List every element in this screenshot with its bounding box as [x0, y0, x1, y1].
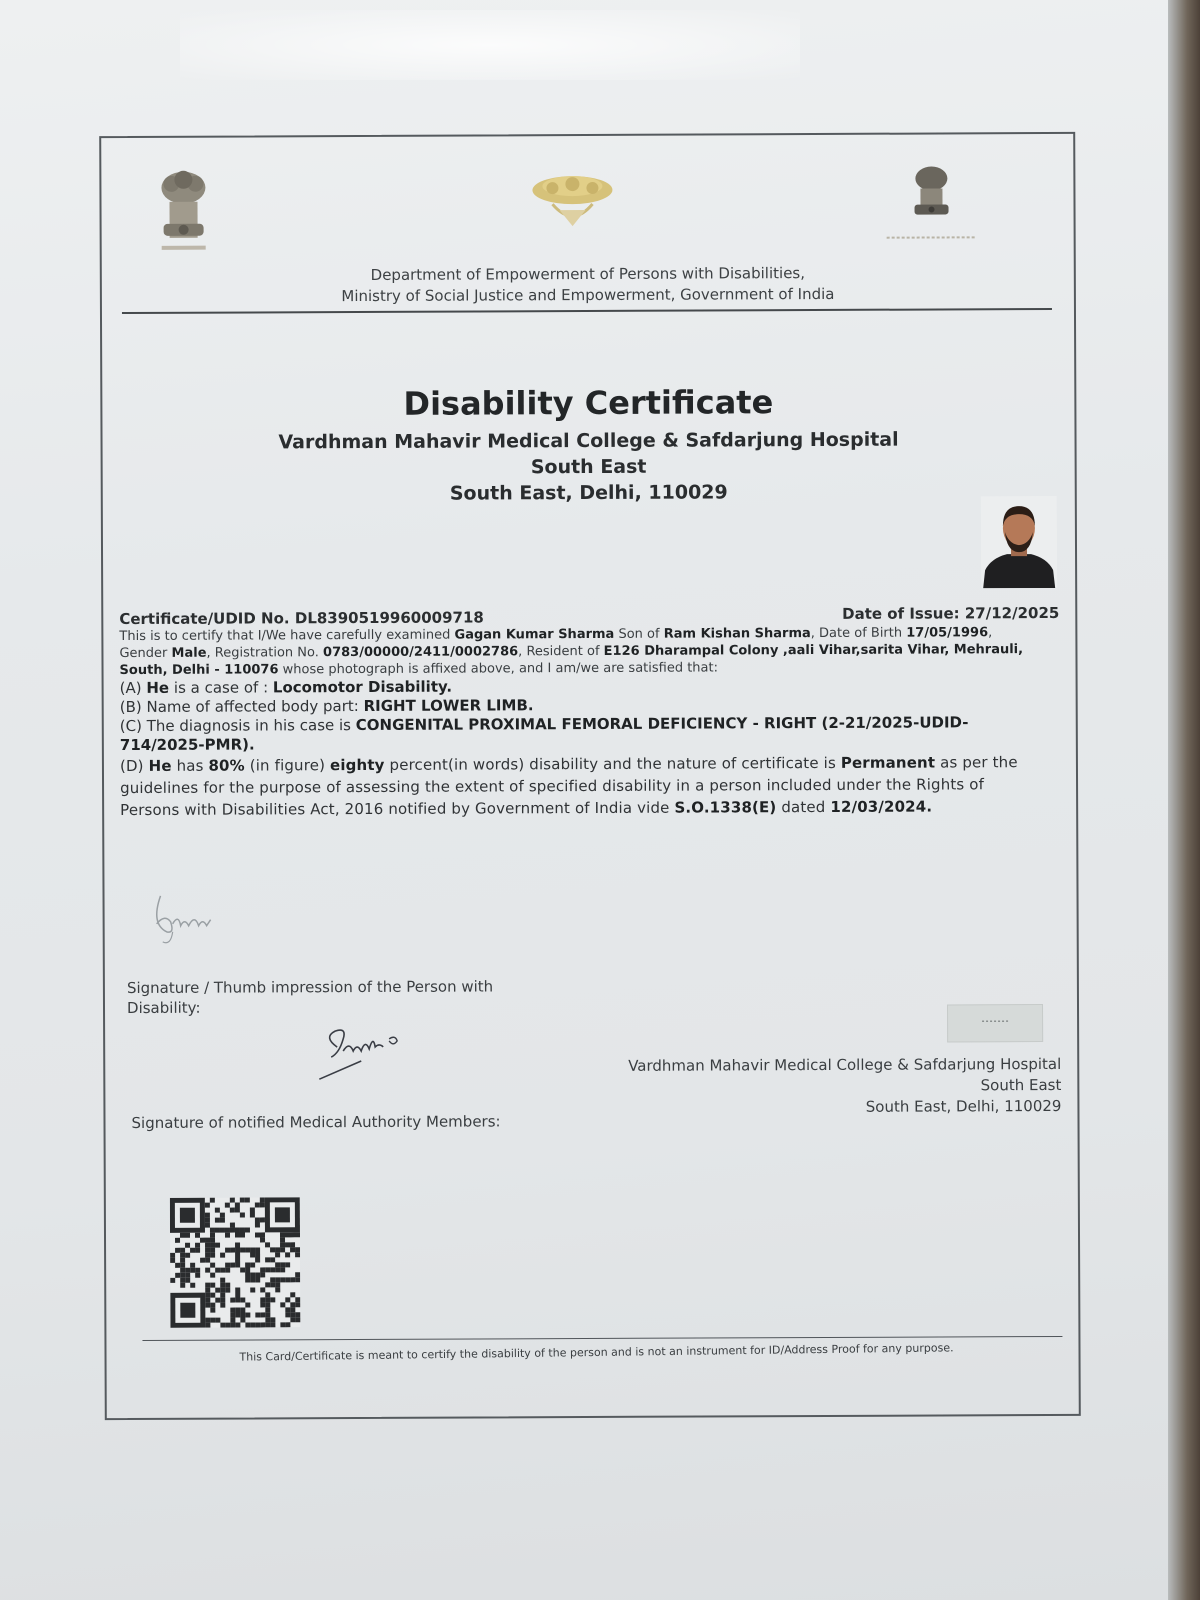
stamp-box	[947, 1004, 1043, 1042]
department-line-2: Ministry of Social Justice and Empowerment, Government of India	[341, 284, 835, 306]
department-line-1: Department of Empowerment of Persons with Disabilities,	[370, 264, 806, 284]
registration-value: 0783/00000/2411/0002786	[322, 644, 519, 661]
medical-signature-label: Signature of notified Medical Authority Members:	[131, 1112, 501, 1133]
certificate-nature: Permanent	[840, 753, 936, 772]
finding-a-text: is a case of :	[173, 678, 269, 697]
hospital-header	[102, 426, 1074, 508]
son-of-text: Son of	[618, 626, 660, 642]
department-logo-icon	[527, 166, 617, 236]
in-figure-text: (in figure)	[249, 756, 326, 775]
in-words-text: percent(in words) disability and the nature of certificate is	[389, 753, 836, 774]
page-title: Disability Certificate	[403, 383, 774, 423]
authority-hospital-name: Vardhman Mahavir Medical College & Safdarjung Hospital	[628, 1054, 1062, 1075]
state-emblem-icon	[153, 168, 213, 258]
resident-address: E126 Dharampal Colony ,aali Vihar,sarita Vihar, Mehrauli, South, Delhi - 110076	[119, 642, 1024, 679]
hospital-district: South East	[530, 455, 647, 479]
notification-date: 12/03/2024.	[830, 797, 933, 816]
udid-line	[119, 608, 484, 628]
footer-disclaimer: This Card/Certificate is meant to certify the disability of the person and is not an instrument for ID/Address Proof for any purpose.	[239, 1341, 954, 1364]
certificate-body	[119, 624, 1042, 821]
resident-label: , Resident of	[518, 643, 600, 660]
registration-label: , Registration No.	[206, 645, 319, 661]
paper-glare	[180, 10, 800, 80]
disability-percent: 80%	[208, 756, 245, 775]
gender-value: Male	[171, 645, 207, 661]
department-heading	[102, 262, 1074, 308]
dated-text: dated	[781, 797, 826, 817]
authority-address: South East, Delhi, 110029	[865, 1096, 1062, 1116]
disability-percent-words: eighty	[329, 755, 385, 775]
udid-label: Certificate/UDID No.	[119, 609, 290, 629]
finding-c	[120, 713, 1042, 755]
finding-a-prefix: (A)	[119, 678, 142, 698]
person-signature	[144, 884, 224, 964]
authority-block	[541, 1054, 1061, 1119]
issue-date-value: 27/12/2025	[964, 603, 1060, 623]
issue-date-line	[842, 604, 1059, 623]
outro-text: whose photograph is affixed above, and I am/we are satisfied that:	[282, 660, 719, 678]
header-divider	[122, 308, 1052, 314]
dob-label: , Date of Birth	[810, 625, 903, 642]
gender-label: , Gender	[119, 625, 993, 662]
state-emblem-icon	[906, 164, 956, 224]
background-edge	[1168, 0, 1200, 1600]
hospital-name: Vardhman Mahavir Medical College & Safdarjung Hospital	[278, 428, 899, 454]
person-photo	[981, 496, 1057, 588]
hospital-address: South East, Delhi, 110029	[449, 481, 728, 505]
finding-d-has: has	[176, 756, 204, 775]
dob-value: 17/05/1996	[906, 625, 989, 641]
udid-number: DL8390519960009718	[294, 608, 484, 628]
certificate-frame	[99, 132, 1081, 1420]
stamp-mark	[948, 1015, 1042, 1027]
emblem-caption	[882, 230, 982, 244]
finding-d-prefix: (D)	[119, 756, 144, 776]
affected-body-part: RIGHT LOWER LIMB.	[363, 696, 534, 715]
finding-d-pronoun: He	[148, 756, 172, 775]
father-name: Ram Kishan Sharma	[663, 626, 811, 642]
person-details	[119, 624, 1041, 679]
guidelines-text: as per the guidelines for the purpose of assessing the extent of specified disability in a person included under the Rights of Persons with Disabilities Act, 2016 notified by Government of India vide	[120, 753, 1018, 820]
footer-divider	[142, 1336, 1062, 1341]
diagnosis: CONGENITAL PROXIMAL FEMORAL DEFICIENCY - RIGHT (2-21/2025-UDID-714/2025-PMR).	[119, 713, 969, 755]
finding-c-text: (C) The diagnosis in his case is	[119, 716, 352, 736]
person-name: Gagan Kumar Sharma	[454, 626, 615, 643]
medical-signature	[313, 1017, 423, 1087]
finding-d	[120, 751, 1042, 821]
issue-date-label: Date of Issue:	[842, 604, 960, 623]
finding-a-pronoun: He	[146, 678, 170, 697]
authority-district: South East	[980, 1075, 1062, 1095]
notification-number: S.O.1338(E)	[674, 798, 777, 817]
person-signature-label: Signature / Thumb impression of the Person with Disability:	[126, 977, 494, 1018]
finding-b-text: (B) Name of affected body part:	[119, 697, 359, 717]
intro-text: This is to certify that I/We have carefully examined	[119, 627, 451, 645]
disability-type: Locomotor Disability.	[272, 677, 453, 697]
qr-code	[170, 1197, 301, 1328]
